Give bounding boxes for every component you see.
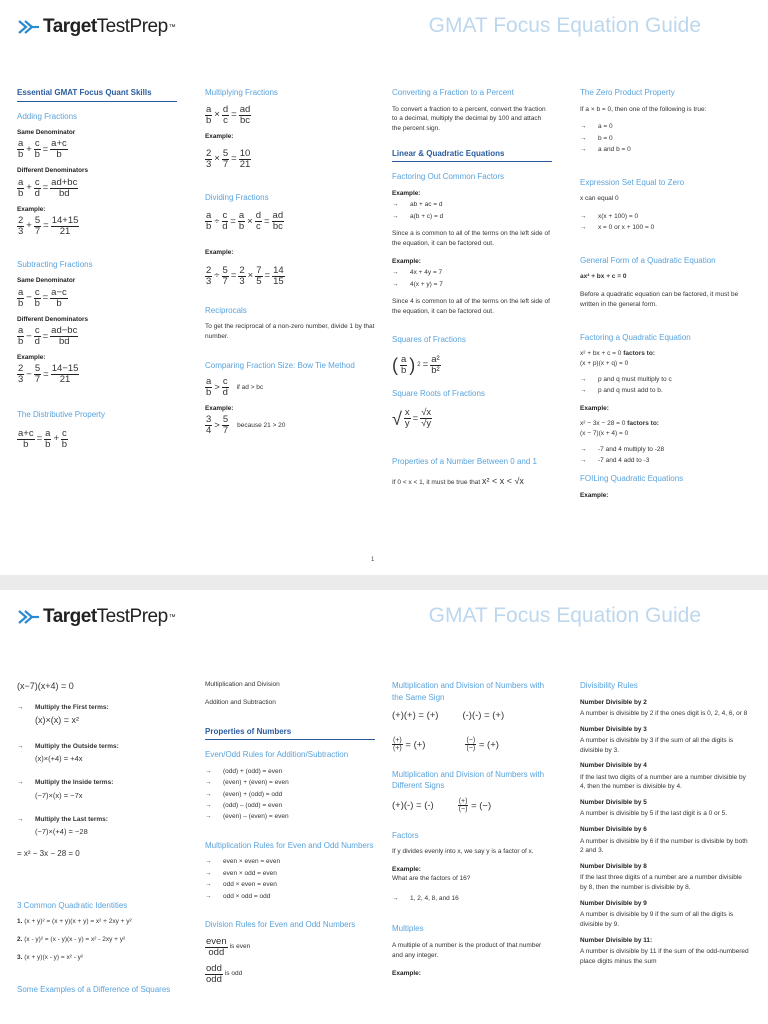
logo-bold-text: Target bbox=[43, 16, 97, 37]
rule-heading: Number Divisible by 4 bbox=[580, 762, 647, 770]
even-odd-rule bbox=[205, 801, 375, 810]
foil-outside: → Multiply the Outside terms: (x)×(+4) = +4x bbox=[17, 742, 119, 763]
list-item: → ab + ac = d bbox=[392, 201, 443, 209]
label-example-2: Example: bbox=[17, 353, 46, 361]
heading-square-roots: Square Roots of Fractions bbox=[392, 389, 485, 399]
list-fx bbox=[580, 445, 750, 466]
heading-division-rules: Division Rules for Even and Odd Numbers bbox=[205, 920, 356, 930]
formula-add-same: a b + c b = a+c b bbox=[18, 138, 67, 161]
label-example-8: Example: bbox=[580, 404, 609, 412]
even-odd-rule bbox=[205, 812, 375, 821]
section-properties-numbers: Properties of Numbers bbox=[205, 726, 375, 741]
heading-comparing-fractions: Comparing Fraction Size: Bow Tie Method bbox=[205, 360, 355, 370]
formula-multiply-example: 2 3 × 5 7 = 10 21 bbox=[206, 147, 251, 170]
list-item-text: (odd) + (odd) = even bbox=[223, 767, 283, 775]
rule-heading: Number Divisible by 6 bbox=[580, 826, 647, 834]
text-because: because 21 > 20 bbox=[237, 422, 286, 429]
note-factoring-1: Since a is common to all of the terms on the left side of the equation, it can be factored out. bbox=[392, 230, 550, 247]
list-item: → x = 0 or x + 100 = 0 bbox=[580, 224, 655, 232]
label-example-9: Example: bbox=[580, 491, 609, 499]
text-fx2: (x − 7)(x + 4) = 0 bbox=[580, 429, 629, 437]
list-item: → 4x + 4y = 7 bbox=[392, 269, 443, 277]
list-item: → x(x + 100) = 0 bbox=[580, 212, 639, 220]
label-example-10: Example: bbox=[392, 865, 421, 873]
column-4 bbox=[580, 87, 750, 502]
list-item: → p and q must add to b. bbox=[580, 387, 663, 395]
page-separator bbox=[0, 575, 768, 590]
divisibility-rule bbox=[580, 798, 750, 819]
mult-rule bbox=[205, 869, 375, 878]
list-item: → a = 0 bbox=[580, 123, 613, 131]
different-sign-rules: (+)(-) = (-) (+) (−) = (−) bbox=[392, 797, 492, 814]
divisibility-rule bbox=[580, 899, 750, 930]
brand-logo-2[interactable] bbox=[18, 606, 175, 628]
heading-different-signs: Multiplication and Division of Numbers with Different Signs bbox=[392, 769, 545, 791]
heading-quadratic-identities: 3 Common Quadratic Identities bbox=[17, 900, 128, 910]
mult-rule bbox=[205, 880, 375, 889]
text-factors: If y divides evenly into x, we say y is a factor of x. bbox=[392, 848, 534, 856]
list-item: → b = 0 bbox=[580, 134, 613, 142]
heading-general-form: General Form of a Quadratic Equation bbox=[580, 255, 716, 265]
column-2-p2 bbox=[205, 680, 375, 991]
heading-multiplying-fractions: Multiplying Fractions bbox=[205, 88, 278, 97]
logo-arrows-icon bbox=[18, 20, 40, 34]
list-fq bbox=[580, 375, 750, 396]
heading-foiling: FOILing Quadratic Equations bbox=[580, 474, 684, 484]
heading-expression-zero: Expression Set Equal to Zero bbox=[580, 177, 685, 187]
heading-factoring-quadratic: Factoring a Quadratic Equation bbox=[580, 332, 691, 342]
label-example-7: Example: bbox=[392, 257, 421, 265]
heading-even-odd-rules: Even/Odd Rules for Addition/Subtraction bbox=[205, 750, 349, 760]
arrow-icon: → bbox=[205, 813, 212, 821]
text-fq2: (x + p)(x + q) = 0 bbox=[580, 359, 629, 367]
column-4-p2 bbox=[580, 680, 750, 972]
label-example-6: Example: bbox=[392, 190, 421, 198]
divisibility-rule bbox=[580, 825, 750, 856]
arrow-icon: → bbox=[205, 790, 212, 798]
list-divisibility-rules bbox=[580, 698, 750, 967]
text-fq1: x² + bx + c = 0 factors to: bbox=[580, 350, 655, 358]
heading-dividing-fractions: Dividing Fractions bbox=[205, 192, 269, 202]
heading-multiples: Multiples bbox=[392, 924, 424, 934]
formula-multiply: a b × d c = ad bc bbox=[206, 103, 251, 126]
heading-adding-fractions: Adding Fractions bbox=[17, 111, 78, 121]
list-even-odd bbox=[205, 767, 375, 822]
text-md: Multiplication and Division bbox=[205, 681, 280, 688]
rule-text: If the last three digits of a number are a number divisible by 8, then the number is divisible by 8. bbox=[580, 874, 742, 892]
rule-text: A number is divisible by 3 if the sum of all the digits is divisible by 3. bbox=[580, 736, 734, 754]
text-multiples: A multiple of a number is the product of that number and any integer. bbox=[392, 942, 542, 959]
section-linear-quadratic: Linear & Quadratic Equations bbox=[392, 148, 552, 163]
heading-subtracting-fractions: Subtracting Fractions bbox=[17, 259, 93, 269]
formula-add-diff: a b + c d = ad+bc bd bbox=[18, 176, 78, 199]
label-example: Example: bbox=[17, 205, 46, 213]
foil-equation: (x−7)(x+4) = 0 bbox=[17, 681, 74, 691]
rule-text: A number is divisible by 9 if the sum of all the digits is divisible by 9. bbox=[580, 911, 734, 928]
note-factoring-2: Since 4 is common to all of the terms on the left side of the equation, it can be factored out. bbox=[392, 297, 550, 315]
divisibility-rule bbox=[580, 761, 750, 792]
list-mult-rules bbox=[205, 857, 375, 901]
mult-rule bbox=[205, 857, 375, 866]
formula-divide: a b ÷ c d = a b × d c = ad bc bbox=[206, 210, 284, 233]
divisibility-rule bbox=[580, 936, 750, 967]
label-different-denominators: Different Denominators bbox=[17, 167, 89, 175]
arrow-icon: → bbox=[205, 779, 212, 787]
rule-text: A number is divisible by 11 if the sum of the odd-numbered place digits minus the sum bbox=[580, 947, 749, 965]
label-same-denominator: Same Denominator bbox=[17, 129, 76, 137]
heading-fraction-to-percent: Converting a Fraction to a Percent bbox=[392, 88, 514, 97]
page-2 bbox=[0, 590, 768, 1024]
list-item-text: (even) + (even) = even bbox=[223, 779, 289, 787]
text-expression-zero: x can equal 0 bbox=[580, 195, 619, 203]
text-zero-product: If a × b = 0, then one of the following is true: bbox=[580, 105, 707, 113]
arrow-icon: → bbox=[205, 767, 212, 775]
div-rule-2: odd odd is odd bbox=[206, 962, 243, 985]
even-odd-rule bbox=[205, 767, 375, 776]
formula-squares: ( a b ) 2 = a² b² bbox=[392, 353, 440, 376]
identity-2: 2. (x - y)² = (x - y)(x - y) = x² - 2xy + y² bbox=[17, 935, 126, 943]
heading-distributive-property: The Distributive Property bbox=[17, 410, 106, 420]
formula-distributive: a+c b = a b + c b bbox=[18, 427, 68, 450]
identity-3: 3. (x + y)(x - y) = x² - y² bbox=[17, 953, 84, 961]
text-as: Addition and Subtraction bbox=[205, 698, 276, 706]
text-general-eq: ax² + bx + c = 0 bbox=[580, 273, 627, 281]
even-odd-rule bbox=[205, 778, 375, 787]
label-different-denominators-2: Different Denominators bbox=[17, 315, 89, 323]
logo-tm: ™ bbox=[168, 613, 176, 621]
logo-tm: ™ bbox=[168, 23, 176, 31]
list-item: → a and b = 0 bbox=[580, 146, 631, 154]
heading-mult-rules: Multiplication Rules for Even and Odd Numbers bbox=[205, 840, 374, 850]
column-1-p2 bbox=[17, 680, 177, 1002]
section-quant-skills: Essential GMAT Focus Quant Skills bbox=[17, 87, 177, 102]
text-factors-question: What are the factors of 16? bbox=[392, 875, 471, 883]
rule-heading: Number Divisible by 3 bbox=[580, 725, 647, 733]
foil-first: → Multiply the First terms: (x)×(x) = x² bbox=[17, 704, 109, 726]
list-zero-product bbox=[580, 122, 750, 154]
guide-title: GMAT Focus Equation Guide bbox=[428, 14, 701, 37]
rule-text: A number is divisible by 6 if the number is divisible by both 2 and 3. bbox=[580, 837, 748, 855]
label-example-11: Example: bbox=[392, 969, 421, 977]
logo-normal-text: TestPrep bbox=[96, 16, 168, 37]
page-header bbox=[0, 0, 768, 55]
formula-roots: √ x y = √x √y bbox=[392, 407, 432, 430]
rule-text: If the last two digits of a number are a number divisible by 4, then the number is divisible by 4. bbox=[580, 773, 746, 791]
foil-result: = x² − 3x − 28 = 0 bbox=[17, 848, 80, 858]
heading-factors: Factors bbox=[392, 830, 419, 840]
brand-logo[interactable] bbox=[18, 16, 175, 38]
guide-title-2: GMAT Focus Equation Guide bbox=[428, 604, 701, 627]
rule-heading: Number Divisible by 2 bbox=[580, 698, 647, 706]
text-fx1: x² − 3x − 28 = 0 factors to: bbox=[580, 420, 659, 427]
divisibility-rule bbox=[580, 862, 750, 893]
label-example-4: Example: bbox=[205, 249, 234, 257]
arrow-icon: → bbox=[205, 892, 212, 900]
formula-divide-example: 2 3 ÷ 5 7 = 2 3 × 7 5 = 14 15 bbox=[206, 264, 284, 287]
note-general-form: Before a quadratic equation can be factored, it must be written in the general form. bbox=[580, 291, 739, 308]
even-odd-rule bbox=[205, 790, 375, 799]
arrow-icon: → bbox=[205, 881, 212, 889]
list-item: → a(b + c) = d bbox=[392, 212, 444, 220]
heading-between-0-1: Properties of a Number Between 0 and 1 bbox=[392, 456, 537, 466]
identity-1: 1. (x + y)² = (x + y)(x + y) = x² + 2xy + y² bbox=[17, 918, 132, 926]
list-item: → -7 and 4 add to -3 bbox=[580, 456, 650, 464]
list-item-text: (odd) – (odd) = even bbox=[223, 801, 283, 809]
arrow-icon: → bbox=[205, 801, 212, 809]
list-item: → 4(x + y) = 7 bbox=[392, 280, 443, 288]
column-3-p2 bbox=[392, 680, 552, 978]
list-item-text: even × odd = even bbox=[223, 869, 277, 877]
heading-same-sign: Multiplication and Division of Numbers with the Same Sign bbox=[392, 681, 545, 702]
list-item: → 1, 2, 4, 8, and 16 bbox=[392, 895, 459, 903]
rule-heading: Number Divisible by 11: bbox=[580, 936, 653, 944]
rule-text: A number is divisible by 5 if the last digit is a 0 or 5. bbox=[580, 810, 728, 818]
text-if-ad-bc: if ad > bc bbox=[236, 383, 264, 391]
heading-reciprocals: Reciprocals bbox=[205, 305, 247, 315]
heading-factoring-common: Factoring Out Common Factors bbox=[392, 172, 505, 182]
logo-normal-text: TestPrep bbox=[96, 606, 168, 627]
rule-heading: Number Divisible by 5 bbox=[580, 799, 647, 807]
list-item-text: even × even = even bbox=[223, 858, 281, 866]
text-reciprocals: To get the reciprocal of a non-zero number, divide 1 by that number. bbox=[205, 323, 375, 340]
arrow-icon: → bbox=[205, 869, 212, 877]
text-between-0-1: If 0 < x < 1, it must be true that x² < x < √x bbox=[392, 476, 524, 487]
rule-heading: Number Divisible by 8 bbox=[580, 863, 647, 870]
text-fraction-to-percent: To convert a fraction to a percent, convert the fraction to a decimal, multiply the decimal by 100 and attach the percent sign. bbox=[392, 105, 546, 133]
formula-sub-same: a b − c b = a−c b bbox=[18, 286, 67, 309]
mult-rule bbox=[205, 892, 375, 901]
formula-sub-example: 2 3 − 5 7 = 14−15 21 bbox=[18, 363, 79, 386]
rule-text: A number is divisible by 2 if the ones digit is 0, 2, 4, 6, or 8 bbox=[580, 709, 748, 717]
logo-arrows-icon bbox=[18, 610, 40, 624]
same-sign-div: (+) (+) = (+) (−) (−) = (+) bbox=[393, 736, 499, 753]
foil-inside: → Multiply the Inside terms: (−7)×(x) = −7x bbox=[17, 779, 114, 800]
list-expression-zero bbox=[580, 212, 750, 233]
list-item-text: odd × even = even bbox=[223, 881, 277, 889]
heading-divisibility-rules: Divisibility Rules bbox=[580, 681, 638, 690]
list-item: → p and q must multiply to c bbox=[580, 375, 672, 383]
page-number: 1 bbox=[371, 557, 375, 563]
list-item-text: (even) + (odd) = odd bbox=[223, 790, 283, 798]
formula-bowtie: a b > c d if ad > bc bbox=[206, 376, 264, 399]
heading-squares-fractions: Squares of Fractions bbox=[392, 335, 466, 345]
formula-sub-diff: a b − c d = ad−bc bd bbox=[18, 324, 78, 347]
column-2 bbox=[205, 87, 375, 442]
arrow-icon: → bbox=[205, 858, 212, 866]
list-item-text: odd × odd = odd bbox=[223, 892, 271, 900]
rule-heading: Number Divisible by 9 bbox=[580, 899, 647, 907]
label-example-3: Example: bbox=[205, 132, 234, 140]
label-example-5: Example: bbox=[205, 405, 234, 413]
list-item-text: (even) – (even) = even bbox=[223, 813, 289, 821]
foil-last: → Multiply the Last terms: (−7)×(+4) = −28 bbox=[17, 815, 108, 837]
divisibility-rule bbox=[580, 698, 750, 719]
formula-add-example: 2 3 + 5 7 = 14+15 21 bbox=[18, 214, 79, 237]
same-sign-rules: (+)(+) = (+) (-)(-) = (+) bbox=[392, 710, 505, 722]
logo-bold-text: Target bbox=[43, 606, 97, 627]
formula-bowtie-example: 3 4 > 5 7 because 21 > 20 bbox=[206, 414, 286, 437]
page-header-2 bbox=[0, 590, 768, 645]
heading-zero-product: The Zero Product Property bbox=[580, 88, 675, 97]
list-item: → -7 and 4 multiply to -28 bbox=[580, 445, 665, 453]
heading-difference-squares: Some Examples of a Difference of Squares bbox=[17, 985, 171, 995]
label-same-denominator-2: Same Denominator bbox=[17, 277, 76, 285]
divisibility-rule bbox=[580, 725, 750, 756]
column-1 bbox=[17, 87, 177, 456]
column-3 bbox=[392, 87, 552, 489]
div-rule-1: even odd is even bbox=[206, 935, 251, 958]
